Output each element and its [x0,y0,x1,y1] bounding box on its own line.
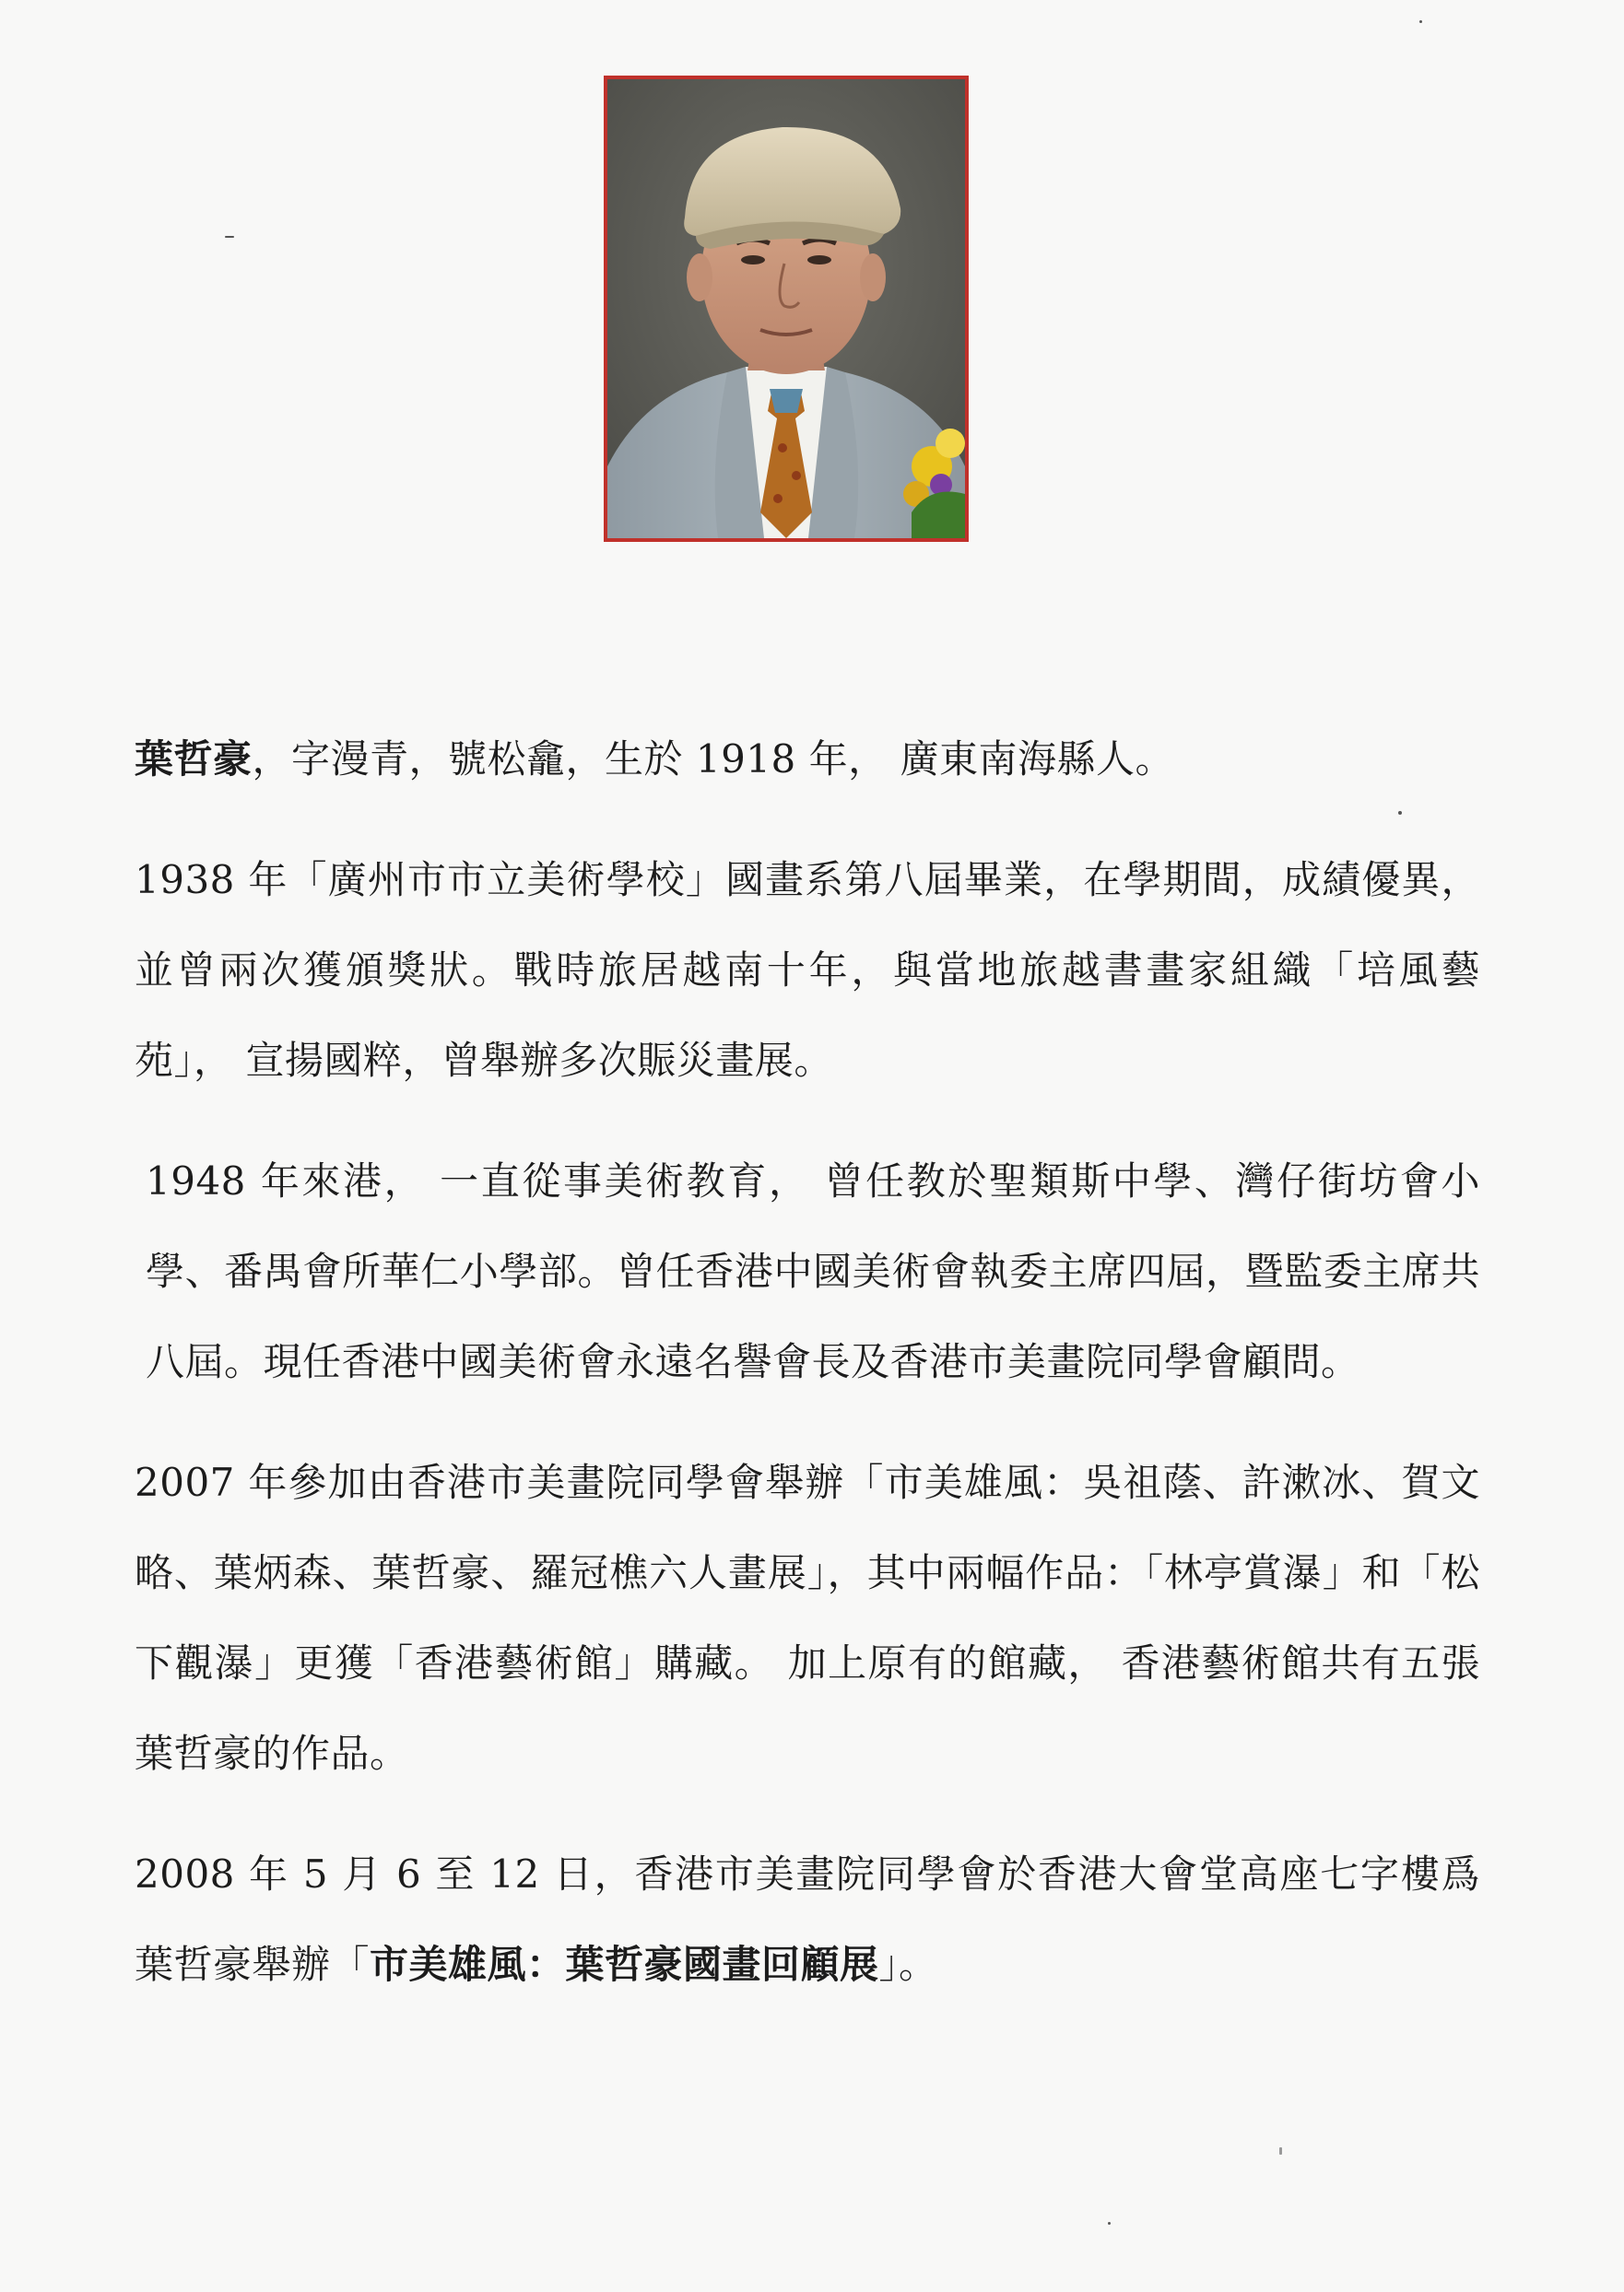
scan-speck [1398,811,1402,815]
scan-speck [225,236,234,238]
scan-speck [1419,20,1422,23]
scan-speck [1108,2222,1111,2225]
biography-text [135,714,1480,2010]
portrait-photo [604,76,969,542]
exhibition-2008-prefix: 2008 年 5 月 6 至 12 日，香港市美畫院同學會於香港大會堂高座七字樓爲葉哲豪舉辦「 [135,1851,1480,1987]
paragraph-intro [135,714,1480,805]
intro-text: ，字漫青，號松龕，生於 1918 年， 廣東南海縣人。 [252,736,1174,782]
artist-name: 葉哲豪 [135,736,253,782]
paragraph-exhibition-2007: 2007 年參加由香港市美畫院同學會舉辦「市美雄風：吳祖蔭、許漱冰、賀文略、葉炳森、葉哲豪、羅冠樵六人畫展」，其中兩幅作品：「林亭賞瀑」和「松下觀瀑」更獲「香港藝術館」購藏。 加上原有的館藏， 香港藝術館共有五張葉哲豪的作品。 [135,1460,1480,1776]
paragraph-career: 1948 年來港， 一直從事美術教育， 曾任教於聖類斯中學、灣仔街坊會小學、番禺會所華仁小學部。曾任香港中國美術會執委主席四屆，暨監委主席共八屆。現任香港中國美術會永遠名譽會長及香港市美畫院同學會顧問。 [146,1158,1480,1384]
paragraph-education: 1938 年「廣州市市立美術學校」國畫系第八屆畢業，在學期間，成績優異，並曾兩次獲頒獎狀。戰時旅居越南十年，與當地旅越書畫家組織「培風藝苑」， 宣揚國粹，曾舉辦多次賑災畫展。 [135,857,1480,1083]
paragraph-exhibition-2008 [135,1829,1480,2010]
scan-speck [1279,2147,1282,2155]
portrait-image [607,79,965,538]
exhibition-title: 市美雄風：葉哲豪國畫回顧展 [370,1942,879,1987]
exhibition-2008-suffix: 」。 [878,1942,938,1987]
